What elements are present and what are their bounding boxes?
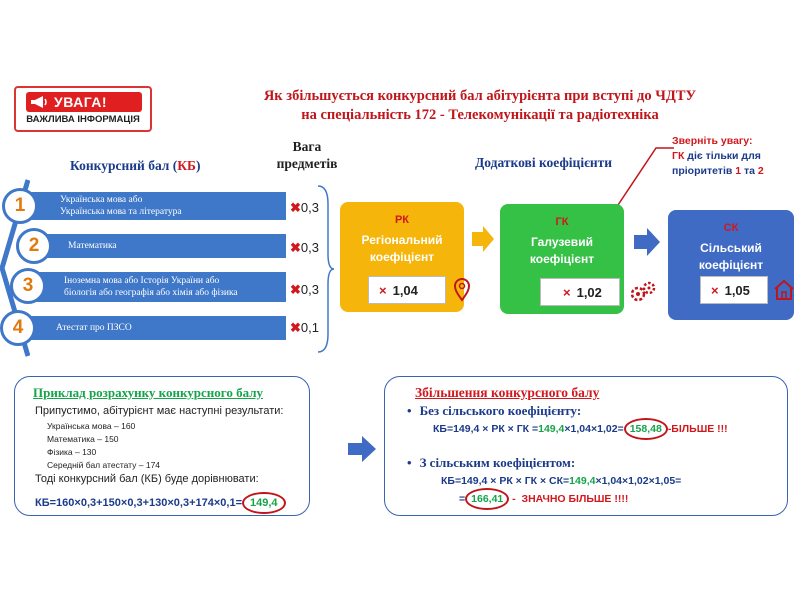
case-1-formula-b: ×1,04×1,02= xyxy=(564,423,624,435)
subject-weight-1 xyxy=(290,200,319,216)
case-2-formula xyxy=(441,475,681,487)
case-2-title: • З сільським коефіцієнтом: xyxy=(407,455,576,470)
note-priority-2: 2 xyxy=(757,165,764,177)
subject-4-line-1: Атестат про ПЗСО xyxy=(56,323,132,333)
title-line-1: Як збільшується конкурсний бал абітурієнта при вступі до ЧДТУ xyxy=(263,88,697,104)
weights-header: Вага предметів xyxy=(276,139,338,171)
subject-bar-1 xyxy=(24,192,286,220)
note-title: Зверніть увагу: xyxy=(672,135,753,147)
warning-badge xyxy=(14,86,152,132)
coef-code-sk: СК xyxy=(723,222,739,234)
house-icon xyxy=(772,278,796,302)
times-icon: ✖ xyxy=(290,320,301,335)
case-2-title-text: З сільським коефіцієнтом: xyxy=(419,455,576,470)
megaphone-icon xyxy=(30,95,48,109)
case-1-note: -БІЛЬШЕ !!! xyxy=(667,423,728,435)
weight-value-2: 0,3 xyxy=(300,240,319,255)
coef-name-sk xyxy=(668,240,794,274)
score-header xyxy=(70,158,200,174)
page-title xyxy=(160,88,800,124)
score-header-code: КБ xyxy=(177,158,196,173)
note-line-1 xyxy=(672,149,798,164)
case-1-title: • Без сільського коефіцієнту: xyxy=(407,403,582,418)
subject-number-2: 2 xyxy=(16,228,52,264)
subject-bar-3 xyxy=(28,272,286,302)
coef-name-gk-1: Галузевий xyxy=(531,235,593,249)
note-text-1: діє тільки для xyxy=(687,150,761,162)
note-and: та xyxy=(744,165,755,177)
case-2-base: 149,4 xyxy=(569,475,596,487)
coef-name-rk-1: Регіональний xyxy=(361,233,443,247)
coef-name-sk-2: коефіцієнт xyxy=(698,258,764,272)
coef-value-rk: 1,04 xyxy=(392,282,418,298)
case-2-result: 166,41 xyxy=(465,488,509,510)
coef-name-sk-1: Сільський xyxy=(700,241,762,255)
case-1-formula xyxy=(433,423,728,435)
extra-coef-header: Додаткові коефіцієнти xyxy=(475,155,613,170)
times-icon: × xyxy=(563,284,571,300)
right-brace xyxy=(316,184,336,354)
coef-value-box-rk xyxy=(368,276,446,304)
subject-number-1: 1 xyxy=(2,188,38,224)
case-2-formula-b: ×1,04×1,02×1,05= xyxy=(595,475,682,487)
case-1-title-text: Без сільського коефіцієнту: xyxy=(419,403,582,418)
example-results xyxy=(47,420,160,472)
coef-value-box-gk xyxy=(540,278,620,306)
case-1-result: 158,48 xyxy=(624,418,668,440)
example-intro: Припустимо, абітурієнт має наступні результати: xyxy=(35,405,284,417)
note-text-2: пріоритетів xyxy=(672,165,733,177)
result-item: Середній бал атестату – 174 xyxy=(47,460,161,470)
subject-3-line-2: біологія або географія або хімія або фізика xyxy=(64,288,238,298)
score-header-prefix: Конкурсний бал ( xyxy=(70,158,178,173)
subject-bar-2 xyxy=(32,234,286,258)
weight-value-3: 0,3 xyxy=(300,282,319,297)
example-result: 149,4 xyxy=(242,492,286,514)
increase-panel xyxy=(384,376,788,516)
coef-name-rk-2: коефіцієнт xyxy=(369,250,435,264)
case-1-base: 149,4 xyxy=(538,423,565,435)
case-2-note: - ЗНАЧНО БІЛЬШЕ !!!! xyxy=(509,493,629,505)
case-2-result-line xyxy=(459,493,628,505)
times-icon: ✖ xyxy=(290,200,301,215)
note-line-2 xyxy=(672,164,798,179)
times-icon: ✖ xyxy=(290,282,301,297)
coef-name-gk xyxy=(500,234,624,268)
subject-weight-4 xyxy=(290,320,319,336)
score-header-suffix: ) xyxy=(195,158,201,173)
example-conclusion: Тоді конкурсний бал (КБ) буде дорівнювати: xyxy=(35,473,259,485)
alert-banner xyxy=(26,92,142,112)
note-code: ГК xyxy=(672,150,685,162)
coef-value-sk: 1,05 xyxy=(724,282,750,298)
weight-value-4: 0,1 xyxy=(300,320,319,335)
increase-title: Збільшення конкурсного балу xyxy=(415,385,600,400)
case-1-formula-a: КБ=149,4 × РК × ГК = xyxy=(433,423,539,435)
subject-weight-2 xyxy=(290,240,319,256)
case-2-formula-a: КБ=149,4 × РК × ГК × СК= xyxy=(441,475,570,487)
note-box xyxy=(672,134,798,179)
times-icon: × xyxy=(711,282,719,298)
weight-value-1: 0,3 xyxy=(300,200,319,215)
example-formula xyxy=(35,497,286,509)
location-pin-icon xyxy=(452,278,472,302)
subject-number-4: 4 xyxy=(0,310,36,346)
result-item: Математика – 150 xyxy=(47,434,119,444)
coef-name-rk xyxy=(340,232,464,266)
subject-1-line-1: Українська мова або xyxy=(60,195,143,205)
arrow-right-icon xyxy=(632,226,662,258)
arrow-right-icon xyxy=(470,224,496,254)
coef-name-gk-2: коефіцієнт xyxy=(529,252,595,266)
arrow-right-icon xyxy=(346,434,378,464)
subject-number-3: 3 xyxy=(10,268,46,304)
gears-icon xyxy=(628,278,658,304)
coef-value-gk: 1,02 xyxy=(576,284,602,300)
note-pointer-line xyxy=(610,146,676,212)
subject-2-line-1: Математика xyxy=(68,241,117,251)
coef-value-box-sk xyxy=(700,276,768,304)
coef-code-gk: ГК xyxy=(555,216,569,228)
times-icon: ✖ xyxy=(290,240,301,255)
times-icon: × xyxy=(379,282,387,298)
coef-code-rk: РК xyxy=(394,214,410,226)
example-title: Приклад розрахунку конкурсного балу xyxy=(33,385,264,400)
result-item: Українська мова – 160 xyxy=(47,421,136,431)
alert-subtitle: ВАЖЛИВА ІНФОРМАЦІЯ xyxy=(26,114,140,125)
subject-bar-4 xyxy=(20,316,286,340)
subject-weight-3 xyxy=(290,282,319,298)
subject-3-line-1: Іноземна мова або Історія України або xyxy=(64,276,220,286)
note-priority-1: 1 xyxy=(735,165,742,177)
result-item: Фізика – 130 xyxy=(47,447,97,457)
example-panel xyxy=(14,376,310,516)
subject-1-line-2: Українська мова та література xyxy=(60,207,182,217)
alert-text: УВАГА! xyxy=(54,94,108,110)
title-line-2: на спеціальність 172 - Телекомунікації та радіотехніка xyxy=(301,107,659,123)
example-formula-text: КБ=160×0,3+150×0,3+130×0,3+174×0,1= xyxy=(35,497,243,509)
case-2-eq: = xyxy=(459,493,466,505)
